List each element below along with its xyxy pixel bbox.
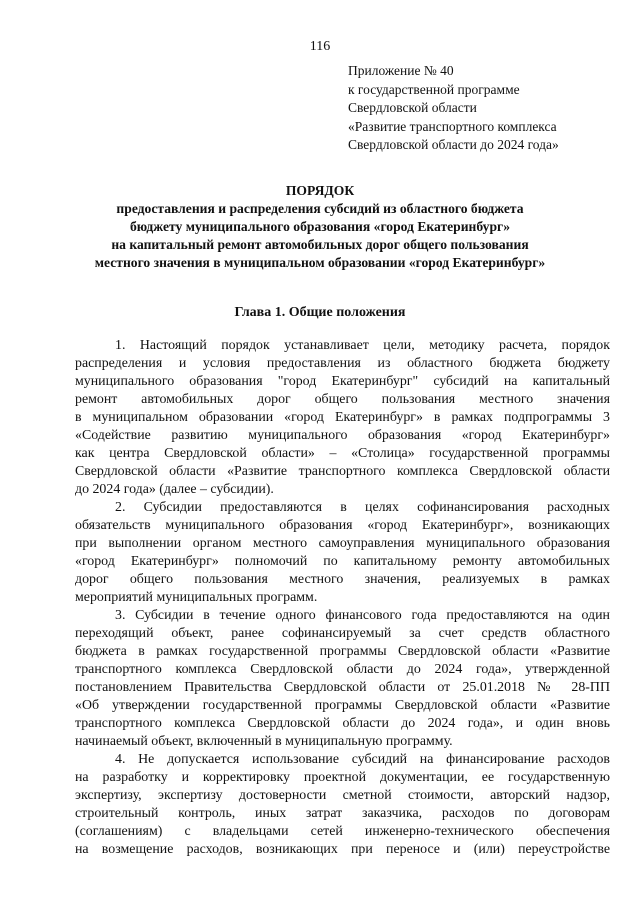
- text-line: как центра Свердловской области» – «Столица» государственной программы: [75, 446, 610, 461]
- text-line: на возмещение расходов, возникающих при переносе и (или) переустройстве: [75, 842, 610, 857]
- text-line: «город Екатеринбург» полномочий по капитальному ремонту автомобильных: [75, 554, 610, 569]
- appendix-line: «Развитие транспортного комплекса: [348, 118, 557, 134]
- text-line: дорог общего пользования местного значения, реализуемых в рамках: [75, 572, 610, 587]
- appendix-line: Свердловской области до 2024 года»: [348, 137, 559, 152]
- text-line: 1. Настоящий порядок устанавливает цели, методику расчета, порядок: [115, 338, 610, 353]
- paragraph-3: [75, 607, 610, 751]
- text-line: в муниципальном образовании «город Екатеринбург» в рамках подпрограммы 3: [75, 410, 610, 425]
- title-line: на капитальный ремонт автомобильных дорог общего пользования: [111, 237, 529, 252]
- text-line: «Содействие развитию муниципального образования «город Екатеринбург»: [75, 428, 610, 443]
- text-line: на разработку и корректировку проектной документации, ее государственную: [75, 770, 610, 785]
- appendix-line: Приложение № 40: [348, 63, 454, 78]
- document-title: [40, 182, 600, 272]
- title-line: местного значения в муниципальном образовании «город Екатеринбург»: [94, 255, 546, 270]
- text-line: экспертизу, экспертизу достоверности сметной стоимости, авторский надзор,: [75, 788, 610, 803]
- text-line: 2. Субсидии предоставляются в целях софинансирования расходных: [115, 500, 610, 515]
- title-line: ПОРЯДОК: [285, 183, 355, 198]
- text-line: (соглашениям) с владельцами сетей инженерно-технического обеспечения: [75, 824, 610, 839]
- title-line: бюджету муниципального образования «город Екатеринбург»: [130, 219, 510, 234]
- chapter-heading: Глава 1. Общие положения: [234, 305, 406, 320]
- text-line: переходящий объект, ранее софинансируемый за счет средств областного: [75, 626, 610, 641]
- paragraph-1: [75, 337, 610, 499]
- text-line: транспортного комплекса Свердловской области до 2024 года», и один вновь: [75, 716, 610, 731]
- text-line: при выполнении органом местного самоуправления муниципального образования: [75, 536, 610, 551]
- title-line: предоставления и распределения субсидий из областного бюджета: [116, 201, 524, 216]
- text-line: до 2024 года» (далее – субсидии).: [75, 482, 274, 497]
- text-line: транспортного комплекса Свердловской области до 2024 года», утвержденной: [75, 662, 610, 677]
- text-line: 3. Субсидии в течение одного финансового года предоставляются на один: [115, 608, 610, 623]
- text-line: начинаемый объект, включенный в муниципальную программу.: [75, 734, 453, 749]
- paragraph-2: [75, 499, 610, 607]
- page-number: 116: [309, 39, 331, 54]
- text-line: строительный контроль, иных затрат заказчика, расходов по договорам: [75, 806, 610, 821]
- text-line: постановлением Правительства Свердловской области от 25.01.2018 № 28-ПП: [75, 680, 610, 695]
- paragraph-4: [75, 751, 610, 859]
- text-line: мероприятий муниципальных программ.: [75, 590, 318, 605]
- text-line: 4. Не допускается использование субсидий на финансирование расходов: [115, 752, 610, 767]
- text-line: Свердловской области «Развитие транспортного комплекса Свердловской области: [75, 464, 610, 479]
- appendix-line: Свердловской области: [348, 100, 477, 115]
- appendix-line: к государственной программе: [348, 81, 520, 97]
- text-line: муниципального образования "город Екатеринбург" субсидий на капитальный: [75, 374, 610, 389]
- appendix-heading: [348, 62, 628, 155]
- text-line: бюджета в рамках государственной программы Свердловской области «Развитие: [75, 644, 610, 659]
- text-line: ремонт автомобильных дорог общего пользования местного значения: [75, 392, 610, 407]
- text-line: обязательств муниципального образования «город Екатеринбург», возникающих: [75, 518, 610, 533]
- text-line: распределения и условия предоставления из областного бюджета бюджету: [75, 356, 610, 371]
- document-body: [75, 337, 610, 859]
- text-line: «Об утверждении государственной программы Свердловской области «Развитие: [75, 698, 610, 713]
